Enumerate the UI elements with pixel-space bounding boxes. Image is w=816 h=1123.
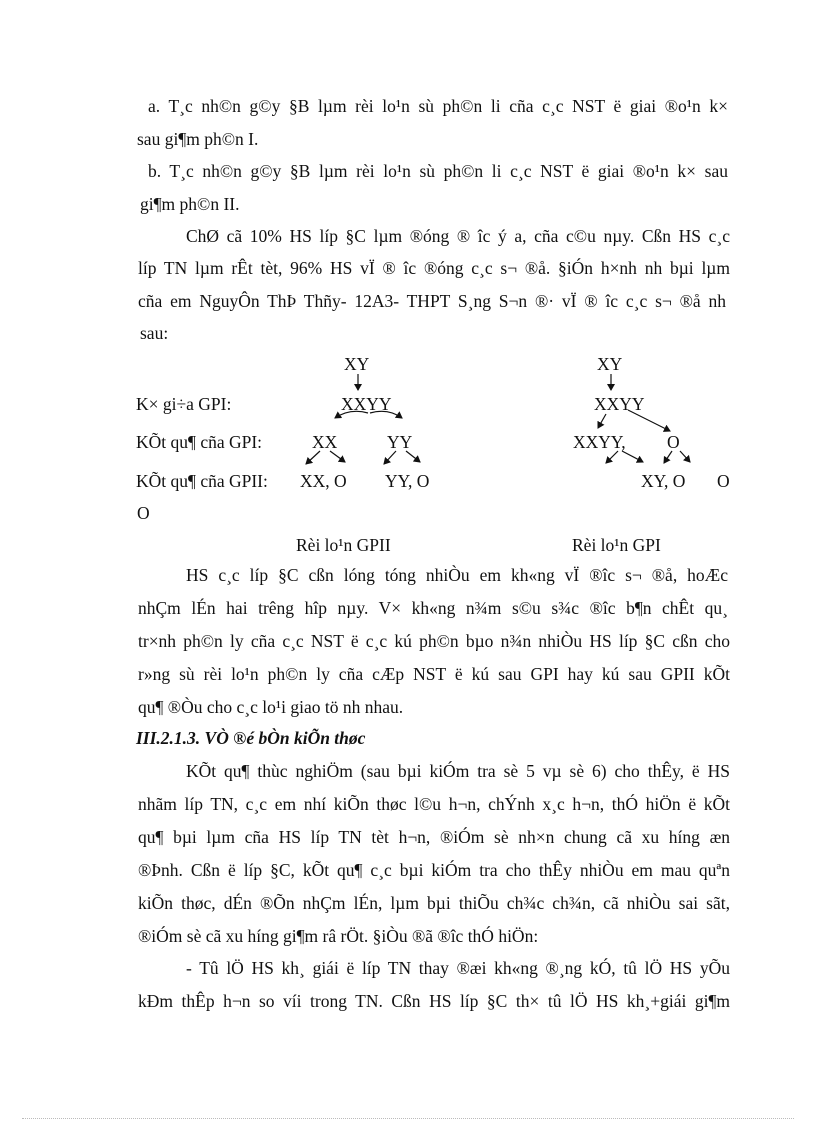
- right-arrow-xxyy-2: [622, 451, 643, 462]
- right-arrow-o-1: [664, 451, 672, 463]
- right-arrow-o-2: [680, 451, 690, 462]
- paragraph-line: b. T¸c nh©n g©y §B lµm rèi lo¹n sù ph©n li c¸c NST ë giai ®o¹n k× sau: [148, 161, 728, 181]
- paragraph-line: ®Þnh. Cßn ë líp §C, kÕt qu¶ c¸c bµi kiÓm tra cho thÊy nhiÒu em mau quªn: [138, 860, 730, 880]
- paragraph-line: cña em NguyÔn ThÞ Thñy- 12A3- THPT S¸ng S¬n ®· vÏ ® îc c¸c s¬ ®å nh: [138, 291, 726, 311]
- paragraph-line: r»ng sù rèi lo¹n ph©n ly cña cÆp NST ë kú sau GPI hay kú sau GPII kÕt: [138, 664, 730, 684]
- paragraph-line: ®iÓm sè cã xu híng gi¶m râ rÖt. §iÒu ®ã ®îc thÓ hiÖn:: [138, 926, 539, 946]
- left-arrow-yy-1: [384, 451, 396, 464]
- right-metaphase-genotype: XXYY: [594, 394, 645, 414]
- left-gpi-result-2: YY: [387, 432, 413, 452]
- right-gpii-result-2: O: [717, 471, 730, 491]
- left-metaphase-genotype: XXYY: [341, 394, 392, 414]
- section-heading: III.2.1.3. VÒ ®é bÒn kiÕn thøc: [136, 728, 366, 748]
- page-bottom-divider: [22, 1118, 794, 1119]
- right-gpi-result-1: XXYY,: [573, 432, 626, 452]
- paragraph-line: a. T¸c nh©n g©y §B lµm rèi lo¹n sù ph©n li cña c¸c NST ë giai ®o¹n k×: [148, 96, 728, 116]
- paragraph-line: sau:: [140, 323, 169, 343]
- diagram-row-label: KÕt qu¶ cña GPII:: [136, 471, 268, 491]
- right-gpii-result-1: XY, O: [641, 471, 686, 491]
- paragraph-line: gi¶m ph©n II.: [140, 194, 240, 214]
- left-gpii-result-2: YY, O: [385, 471, 430, 491]
- right-arrow-xxyy-1: [606, 451, 618, 463]
- paragraph-line: HS c¸c líp §C cßn lóng tóng nhiÒu em kh«ng vÏ ®îc s¬ ®å, hoÆc: [186, 565, 728, 585]
- right-gpi-result-2: O: [667, 432, 680, 452]
- paragraph-line: nhÇm lÉn hai trêng hîp nµy. V× kh«ng n¾m s©u s¾c ®îc b¶n chÊt qu¸: [138, 598, 728, 618]
- left-arrow-xx-2: [330, 451, 345, 462]
- paragraph-line: kÐm thÊp h¬n so víi trong TN. Cßn HS líp §C th× tû lÖ HS kh¸+giái gi¶m: [138, 991, 730, 1011]
- paragraph-line: nhãm líp TN, c¸c em nhí kiÕn thøc l©u h¬n, chÝnh x¸c h¬n, thÓ hiÖn ë kÕt: [138, 794, 730, 814]
- left-arrow-yy-2: [406, 451, 420, 462]
- wrapped-gamete-label: O: [137, 503, 150, 523]
- right-diagram-caption: Rèi lo¹n GPI: [572, 535, 661, 555]
- left-diagram-caption: Rèi lo¹n GPII: [296, 535, 391, 555]
- left-gpii-result-1: XX, O: [300, 471, 347, 491]
- paragraph-line: ChØ cã 10% HS líp §C lµm ®óng ® îc ý a, cña c©u nµy. Cßn HS c¸c: [186, 226, 730, 246]
- right-parent-genotype: XY: [597, 354, 623, 374]
- diagram-row-label: K× gi÷a GPI:: [136, 394, 232, 414]
- paragraph-line: líp TN lµm rÊt tèt, 96% HS vÏ ® îc ®óng c¸c s¬ ®å. §iÓn h×nh nh bµi lµm: [138, 258, 730, 278]
- paragraph-line: qu¶ bµi lµm cña HS líp TN tèt h¬n, ®iÓm sè nh×n chung cã xu híng æn: [138, 827, 730, 847]
- left-gpi-result-1: XX: [312, 432, 338, 452]
- left-arrow-xx-1: [306, 451, 320, 464]
- paragraph-line: sau gi¶m ph©n I.: [137, 129, 259, 149]
- paragraph-line: - Tû lÖ HS kh¸ giái ë líp TN thay ®æi kh«ng ®¸ng kÓ, tû lÖ HS yÕu: [186, 958, 730, 978]
- left-parent-genotype: XY: [344, 354, 370, 374]
- paragraph-line: tr×nh ph©n ly cña c¸c NST ë c¸c kú ph©n bµo n¾n nhiÒu HS líp §C cßn cho: [138, 631, 730, 651]
- right-arrow-split-left: [598, 414, 606, 428]
- paragraph-line: qu¶ ®Òu cho c¸c lo¹i giao tö nh nhau.: [138, 697, 404, 717]
- paragraph-line: kiÕn thøc, dÉn ®Õn nhÇm lÉn, lµm bµi thiÕu ch¾c ch¾n, cã nhiÒu sai sãt,: [138, 893, 730, 913]
- paragraph-line: KÕt qu¶ thùc nghiÖm (sau bµi kiÓm tra sè 5 vµ sè 6) cho thÊy, ë HS: [186, 761, 730, 781]
- diagram-row-label: KÕt qu¶ cña GPI:: [136, 432, 263, 452]
